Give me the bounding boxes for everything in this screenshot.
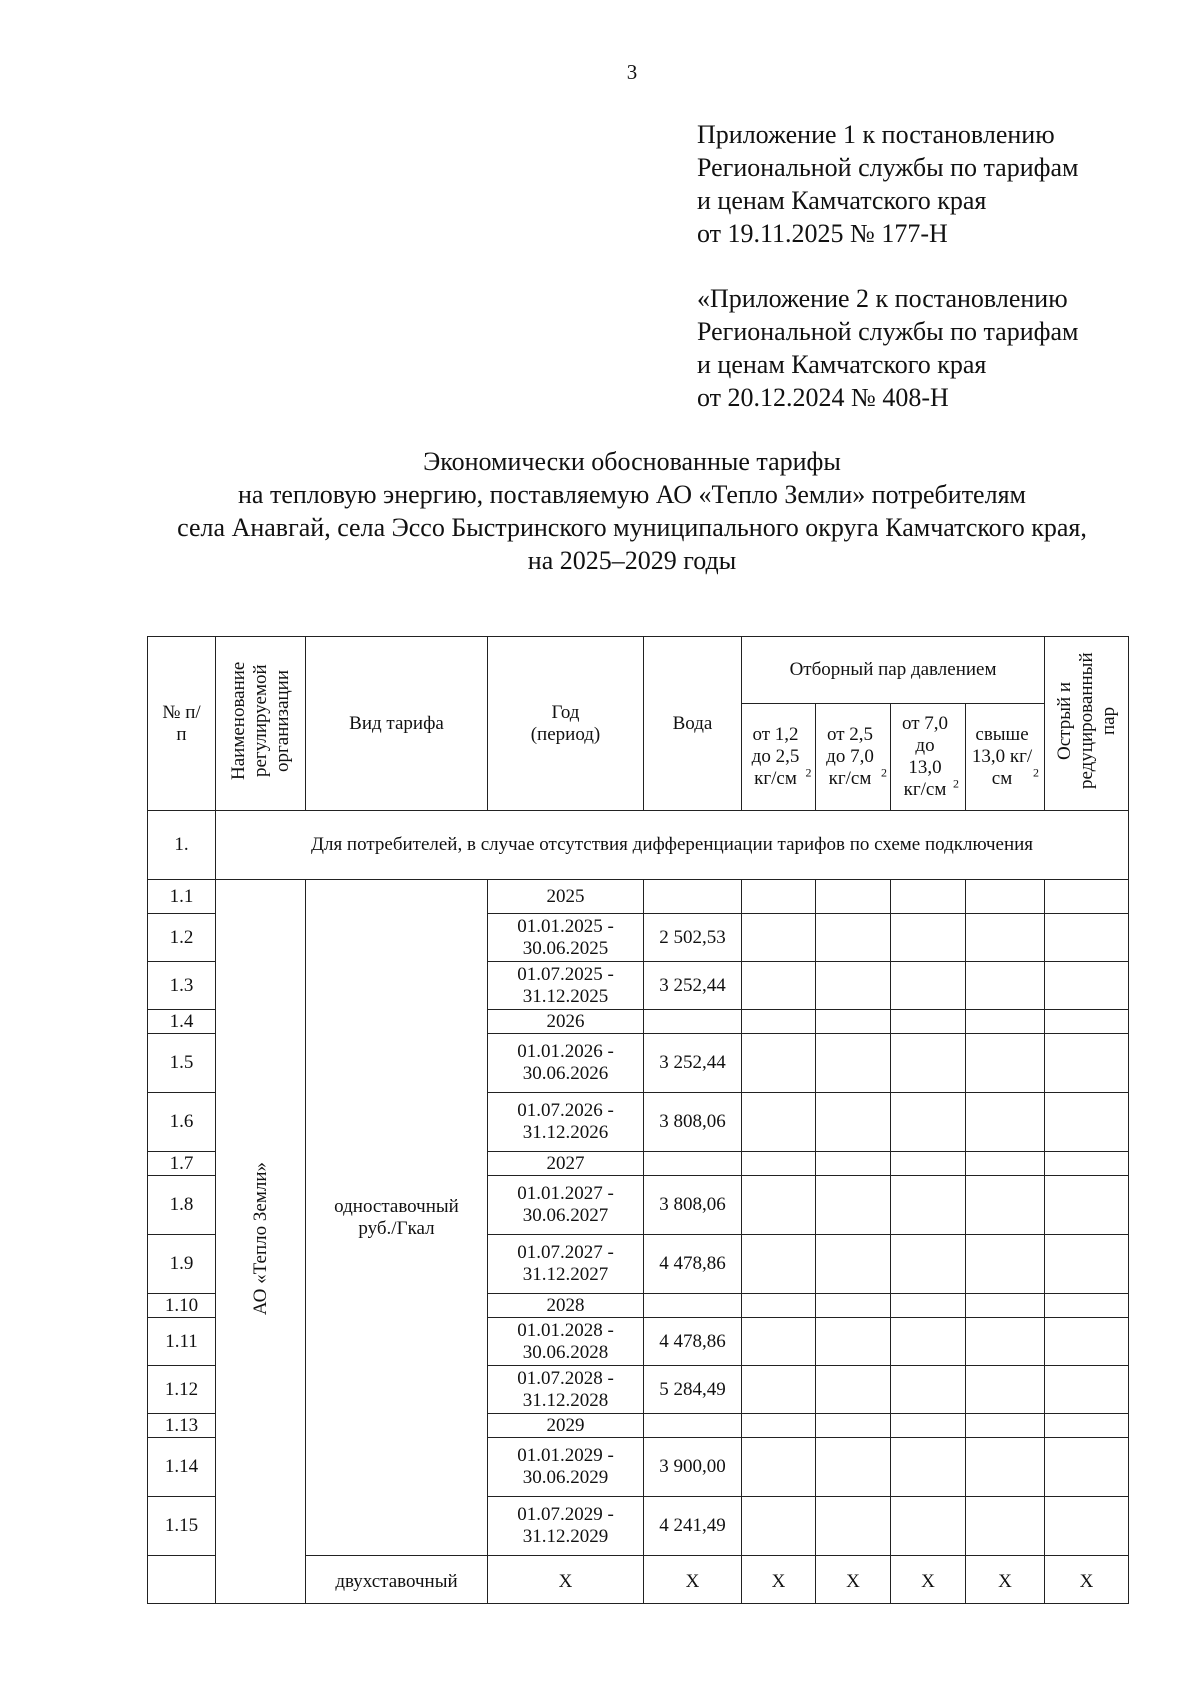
row-water: 3 252,44	[644, 962, 742, 1010]
annex-previous-line: и ценам Камчатского края	[697, 350, 987, 379]
empty-cell	[742, 962, 816, 1010]
annex-previous-line: «Приложение 2 к постановлению	[697, 284, 1068, 313]
header-tariff-type: Вид тарифа	[306, 637, 488, 811]
empty-cell	[1045, 1366, 1129, 1414]
header-pressure-1: от 1,2 до 2,5 кг/см $^2$	[742, 704, 816, 811]
row-water: 3 808,06	[644, 1093, 742, 1152]
row-period: 2025	[488, 880, 644, 914]
empty-cell	[1045, 880, 1129, 914]
row-water: 3 900,00	[644, 1438, 742, 1497]
annex-current-line: от 19.11.2025 № 177-Н	[697, 219, 948, 248]
empty-cell	[966, 1294, 1045, 1318]
empty-cell	[1045, 1152, 1129, 1176]
table-body	[148, 811, 1129, 1604]
empty-cell	[891, 880, 966, 914]
empty-cell	[1045, 1414, 1129, 1438]
row-number	[148, 1556, 216, 1604]
row-number: 1.7	[148, 1152, 216, 1176]
row-water	[644, 1294, 742, 1318]
row-period: 2027	[488, 1152, 644, 1176]
empty-cell	[1045, 1010, 1129, 1034]
x-mark: X	[891, 1556, 966, 1604]
empty-cell	[742, 1152, 816, 1176]
header-number: № п/п	[148, 637, 216, 811]
row-water	[644, 1152, 742, 1176]
empty-cell	[816, 1152, 891, 1176]
row-number: 1.1	[148, 880, 216, 914]
empty-cell	[816, 1438, 891, 1497]
empty-cell	[816, 1093, 891, 1152]
empty-cell	[742, 1318, 816, 1366]
row-period: 2026	[488, 1010, 644, 1034]
title-line: на 2025–2029 годы	[527, 546, 737, 575]
row-period: 01.01.2026 - 30.06.2026	[488, 1034, 644, 1093]
header-water: Вода	[644, 637, 742, 811]
empty-cell	[891, 1438, 966, 1497]
annex-current-line: Приложение 1 к постановлению	[697, 120, 1055, 149]
page-number: 3	[626, 60, 638, 84]
row-water: 5 284,49	[644, 1366, 742, 1414]
row-period: 01.01.2027 - 30.06.2027	[488, 1176, 644, 1235]
empty-cell	[891, 1235, 966, 1294]
empty-cell	[966, 1414, 1045, 1438]
empty-cell	[742, 914, 816, 962]
empty-cell	[742, 1294, 816, 1318]
row-number: 1.10	[148, 1294, 216, 1318]
empty-cell	[742, 1093, 816, 1152]
row-number: 1.15	[148, 1497, 216, 1556]
row-water: 2 502,53	[644, 914, 742, 962]
table-row	[148, 880, 1129, 914]
row-water	[644, 880, 742, 914]
row-period: 2029	[488, 1414, 644, 1438]
table-header	[148, 637, 1129, 811]
empty-cell	[816, 1176, 891, 1235]
empty-cell	[966, 1093, 1045, 1152]
empty-cell	[816, 1414, 891, 1438]
section-row	[148, 811, 1129, 880]
x-mark: X	[966, 1556, 1045, 1604]
row-water: 3 808,06	[644, 1176, 742, 1235]
empty-cell	[891, 1414, 966, 1438]
header-pressure-4: свыше 13,0 кг/см $^2$	[966, 704, 1045, 811]
header-selected-steam: Отборный пар давлением	[742, 637, 1045, 704]
empty-cell	[966, 962, 1045, 1010]
section-number: 1.	[148, 811, 216, 880]
empty-cell	[1045, 1034, 1129, 1093]
x-mark: X	[816, 1556, 891, 1604]
empty-cell	[966, 1438, 1045, 1497]
annex-previous-line: Региональной службы по тарифам	[697, 317, 1079, 346]
empty-cell	[891, 1294, 966, 1318]
row-water	[644, 1414, 742, 1438]
row-number: 1.4	[148, 1010, 216, 1034]
empty-cell	[891, 1010, 966, 1034]
row-period: 01.01.2028 - 30.06.2028	[488, 1318, 644, 1366]
section-label: Для потребителей, в случае отсутствия дифференциации тарифов по схеме подключения	[216, 811, 1129, 880]
empty-cell	[742, 1010, 816, 1034]
empty-cell	[891, 962, 966, 1010]
empty-cell	[742, 1414, 816, 1438]
annex-previous-line: от 20.12.2024 № 408-Н	[697, 383, 949, 412]
empty-cell	[1045, 1176, 1129, 1235]
empty-cell	[816, 1318, 891, 1366]
row-water: 4 478,86	[644, 1318, 742, 1366]
empty-cell	[1045, 1497, 1129, 1556]
header-pressure-3: от 7,0 до 13,0 кг/см $^2$	[891, 704, 966, 811]
row-number: 1.3	[148, 962, 216, 1010]
title-line: села Анавгай, села Эссо Быстринского муниципального округа Камчатского края,	[177, 513, 1087, 542]
empty-cell	[742, 1438, 816, 1497]
row-period: 01.01.2025 - 30.06.2025	[488, 914, 644, 962]
row-number: 1.11	[148, 1318, 216, 1366]
empty-cell	[816, 914, 891, 962]
row-water: 3 252,44	[644, 1034, 742, 1093]
row-number: 1.6	[148, 1093, 216, 1152]
tariff-two-rate: двухставочный	[306, 1556, 488, 1604]
empty-cell	[816, 1497, 891, 1556]
empty-cell	[891, 1497, 966, 1556]
row-period: 01.07.2026 - 31.12.2026	[488, 1093, 644, 1152]
empty-cell	[1045, 962, 1129, 1010]
tariff-single-rate: одноставочный руб./Гкал	[306, 880, 488, 1556]
empty-cell	[816, 1235, 891, 1294]
empty-cell	[1045, 1093, 1129, 1152]
empty-cell	[742, 1176, 816, 1235]
empty-cell	[966, 1235, 1045, 1294]
row-water: 4 478,86	[644, 1235, 742, 1294]
organization-cell: АО «Тепло Земли»	[216, 880, 306, 1604]
x-mark: X	[742, 1556, 816, 1604]
empty-cell	[966, 1034, 1045, 1093]
empty-cell	[966, 880, 1045, 914]
empty-cell	[1045, 1318, 1129, 1366]
tariffs-table	[147, 636, 1129, 1604]
annex-previous-reference	[697, 282, 1137, 414]
empty-cell	[1045, 1235, 1129, 1294]
title-line: на тепловую энергию, поставляемую АО «Тепло Земли» потребителям	[238, 480, 1026, 509]
empty-cell	[816, 1010, 891, 1034]
empty-cell	[966, 1497, 1045, 1556]
row-period: 01.07.2025 - 31.12.2025	[488, 962, 644, 1010]
row-number: 1.5	[148, 1034, 216, 1093]
row-number: 1.13	[148, 1414, 216, 1438]
empty-cell	[816, 880, 891, 914]
empty-cell	[966, 1366, 1045, 1414]
row-period: 01.01.2029 - 30.06.2029	[488, 1438, 644, 1497]
empty-cell	[966, 1152, 1045, 1176]
empty-cell	[816, 1366, 891, 1414]
row-period: 01.07.2027 - 31.12.2027	[488, 1235, 644, 1294]
x-mark: X	[488, 1556, 644, 1604]
row-number: 1.12	[148, 1366, 216, 1414]
empty-cell	[966, 1318, 1045, 1366]
annex-current-line: и ценам Камчатского края	[697, 186, 987, 215]
header-pressure-2: от 2,5 до 7,0 кг/см $^2$	[816, 704, 891, 811]
empty-cell	[816, 1294, 891, 1318]
empty-cell	[1045, 914, 1129, 962]
row-water: 4 241,49	[644, 1497, 742, 1556]
row-number: 1.9	[148, 1235, 216, 1294]
empty-cell	[891, 1152, 966, 1176]
empty-cell	[891, 914, 966, 962]
empty-cell	[816, 962, 891, 1010]
row-number: 1.14	[148, 1438, 216, 1497]
title-line: Экономически обоснованные тарифы	[423, 447, 841, 476]
empty-cell	[891, 1318, 966, 1366]
empty-cell	[966, 914, 1045, 962]
empty-cell	[966, 1010, 1045, 1034]
annex-current-reference	[697, 118, 1137, 250]
row-period: 01.07.2029 - 31.12.2029	[488, 1497, 644, 1556]
x-mark: X	[644, 1556, 742, 1604]
row-period: 01.07.2028 - 31.12.2028	[488, 1366, 644, 1414]
row-number: 1.2	[148, 914, 216, 962]
empty-cell	[891, 1034, 966, 1093]
document-title	[0, 445, 1200, 577]
row-number: 1.8	[148, 1176, 216, 1235]
empty-cell	[742, 1034, 816, 1093]
empty-cell	[891, 1366, 966, 1414]
empty-cell	[891, 1093, 966, 1152]
empty-cell	[742, 1497, 816, 1556]
empty-cell	[891, 1176, 966, 1235]
empty-cell	[1045, 1294, 1129, 1318]
empty-cell	[816, 1034, 891, 1093]
header-sharp-steam: Острый и редуцированный пар	[1045, 637, 1129, 811]
empty-cell	[966, 1176, 1045, 1235]
empty-cell	[1045, 1438, 1129, 1497]
empty-cell	[742, 1235, 816, 1294]
empty-cell	[742, 880, 816, 914]
header-period: Год (период)	[488, 637, 644, 811]
row-water	[644, 1010, 742, 1034]
header-organization: Наименование регулируемой организации	[216, 637, 306, 811]
x-mark: X	[1045, 1556, 1129, 1604]
row-period: 2028	[488, 1294, 644, 1318]
empty-cell	[742, 1366, 816, 1414]
annex-current-line: Региональной службы по тарифам	[697, 153, 1079, 182]
